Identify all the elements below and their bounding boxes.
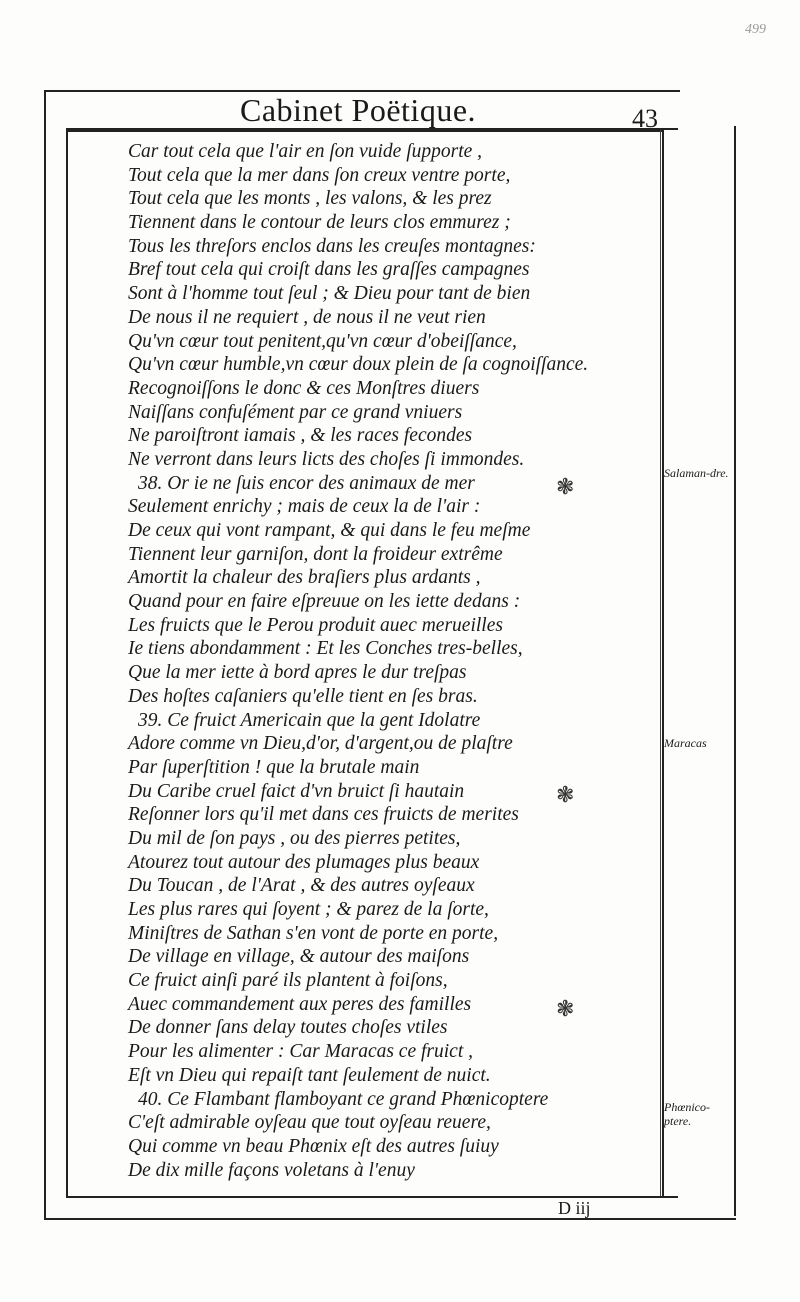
poem-line: Ce fruict ainſi paré ils plantent à foiſons,	[128, 970, 448, 992]
poem-line: Recognoiſſons le donc & ces Monſtres diuers	[128, 377, 480, 399]
poem-line: Car tout cela que l'air en ſon vuide ſupporte ,	[128, 141, 483, 162]
poem-line: Quand pour en faire eſpreuue on les iette dedans :	[128, 591, 521, 613]
poem-line: Ne verront dans leurs licts des choſes ſi immondes.	[128, 448, 525, 470]
outer-rule-bottom	[44, 1218, 736, 1220]
poem-line: Reſonner lors qu'il met dans ces fruicts de merites	[128, 804, 519, 826]
poem-line: Tout cela que la mer dans ſon creux ventre porte,	[128, 164, 511, 186]
margin-column-rule	[660, 130, 661, 1196]
fleuron-ornament-icon: ❃	[556, 996, 575, 1021]
poem-line: Atourez tout autour des plumages plus beaux	[128, 851, 480, 873]
poem-line: Tiennent dans le contour de leurs clos emmurez ;	[128, 212, 511, 234]
poem-line: Amortit la chaleur des braſiers plus ardants ,	[128, 567, 481, 589]
outer-rule-right	[734, 126, 736, 1216]
margin-note-phoenicoptere: Phœnico-ptere.	[664, 1100, 710, 1128]
running-head: Cabinet Poëtique.	[240, 92, 477, 128]
stanza-40-first-line: 40. Ce Flambant flamboyant ce grand Phœnicoptere	[138, 1088, 549, 1110]
fleuron-ornament-icon: ❃	[556, 782, 575, 807]
poem-line: Les plus rares qui ſoyent ; & parez de la ſorte,	[128, 899, 489, 920]
poem-line: Bref tout cela qui croiſt dans les graſſes campagnes	[128, 259, 530, 281]
poem-line: Tout cela que les monts , les valons, & les prez	[128, 188, 492, 210]
poem-line: Tiennent leur garniſon, dont la froideur extrême	[128, 543, 503, 565]
poem-line: Les fruicts que le Perou produit auec merueilles	[128, 614, 503, 636]
poem-line: Des hoſtes caſaniers qu'elle tient en ſes bras.	[128, 685, 478, 707]
margin-note-maracas: Maracas	[664, 736, 707, 750]
margin-note-salamandre: Salaman-dre.	[664, 466, 729, 480]
poem-line: Auec commandement aux peres des familles	[128, 993, 472, 1015]
poem-line: Du mil de ſon pays , ou des pierres petites,	[128, 827, 461, 849]
poem-line: Qui comme vn beau Phœnix eſt des autres ſuiuy	[128, 1135, 499, 1157]
archive-number: 499	[745, 22, 766, 37]
poem-line: Sont à l'homme tout ſeul ; & Dieu pour tant de bien	[128, 283, 531, 305]
poem-line: De donner ſans delay toutes choſes vtiles	[128, 1017, 448, 1039]
poem-line: Par ſuperſtition ! que la brutale main	[128, 756, 420, 778]
poem-line: Ie tiens abondamment : Et les Conches tres-belles,	[128, 638, 523, 660]
poem-line: Pour les alimenter : Car Maracas ce fruict ,	[128, 1041, 473, 1063]
poem-line: Qu'vn cœur humble,vn cœur doux plein de ſa cognoiſſance.	[128, 354, 589, 376]
poem-line: Miniſtres de Sathan s'en vont de porte en porte,	[128, 922, 499, 944]
poem-line: De nous il ne requiert , de nous il ne veut rien	[128, 306, 486, 328]
poem-line: Du Caribe cruel faict d'vn bruict ſi hautain	[128, 780, 465, 802]
poem-line: Ne paroiſtront iamais , & les races fecondes	[128, 425, 473, 447]
fleuron-ornament-icon: ❃	[556, 474, 575, 499]
stanza-38-first-line: 38. Or ie ne ſuis encor des animaux de mer	[138, 472, 475, 494]
poem-line: Adore comme vn Dieu,d'or, d'argent,ou de plaſtre	[128, 733, 513, 755]
poem-line: Qu'vn cœur tout penitent,qu'vn cœur d'obeiſſance,	[128, 330, 517, 352]
stanza-39-first-line: 39. Ce fruict Americain que la gent Idolatre	[138, 709, 481, 731]
poem-line: Eſt vn Dieu qui repaiſt tant ſeulement de nuict.	[128, 1064, 491, 1086]
poem-line: Du Toucan , de l'Arat , & des autres oyſeaux	[128, 875, 475, 897]
poem-line: C'eſt admirable oyſeau que tout oyſeau reuere,	[128, 1112, 491, 1134]
poem-line: Tous les threſors enclos dans les creuſes montagnes:	[128, 235, 536, 257]
poem-line: De village en village, & autour des maiſons	[128, 946, 470, 968]
poem-line: De ceux qui vont rampant, & qui dans le feu meſme	[128, 520, 531, 541]
poem-line: De dix mille façons voletans à l'enuy	[128, 1159, 415, 1181]
poem-text	[128, 140, 658, 1182]
page-number: 43	[632, 104, 658, 133]
outer-rule-left	[44, 90, 46, 1220]
poem-line: Que la mer iette à bord apres le dur treſpas	[128, 662, 467, 684]
signature-mark: D iij	[558, 1198, 591, 1218]
poem-line: Naiſſans confuſément par ce grand vniuers	[128, 401, 463, 423]
poem-line: Seulement enrichy ; mais de ceux la de l'air :	[128, 496, 481, 518]
